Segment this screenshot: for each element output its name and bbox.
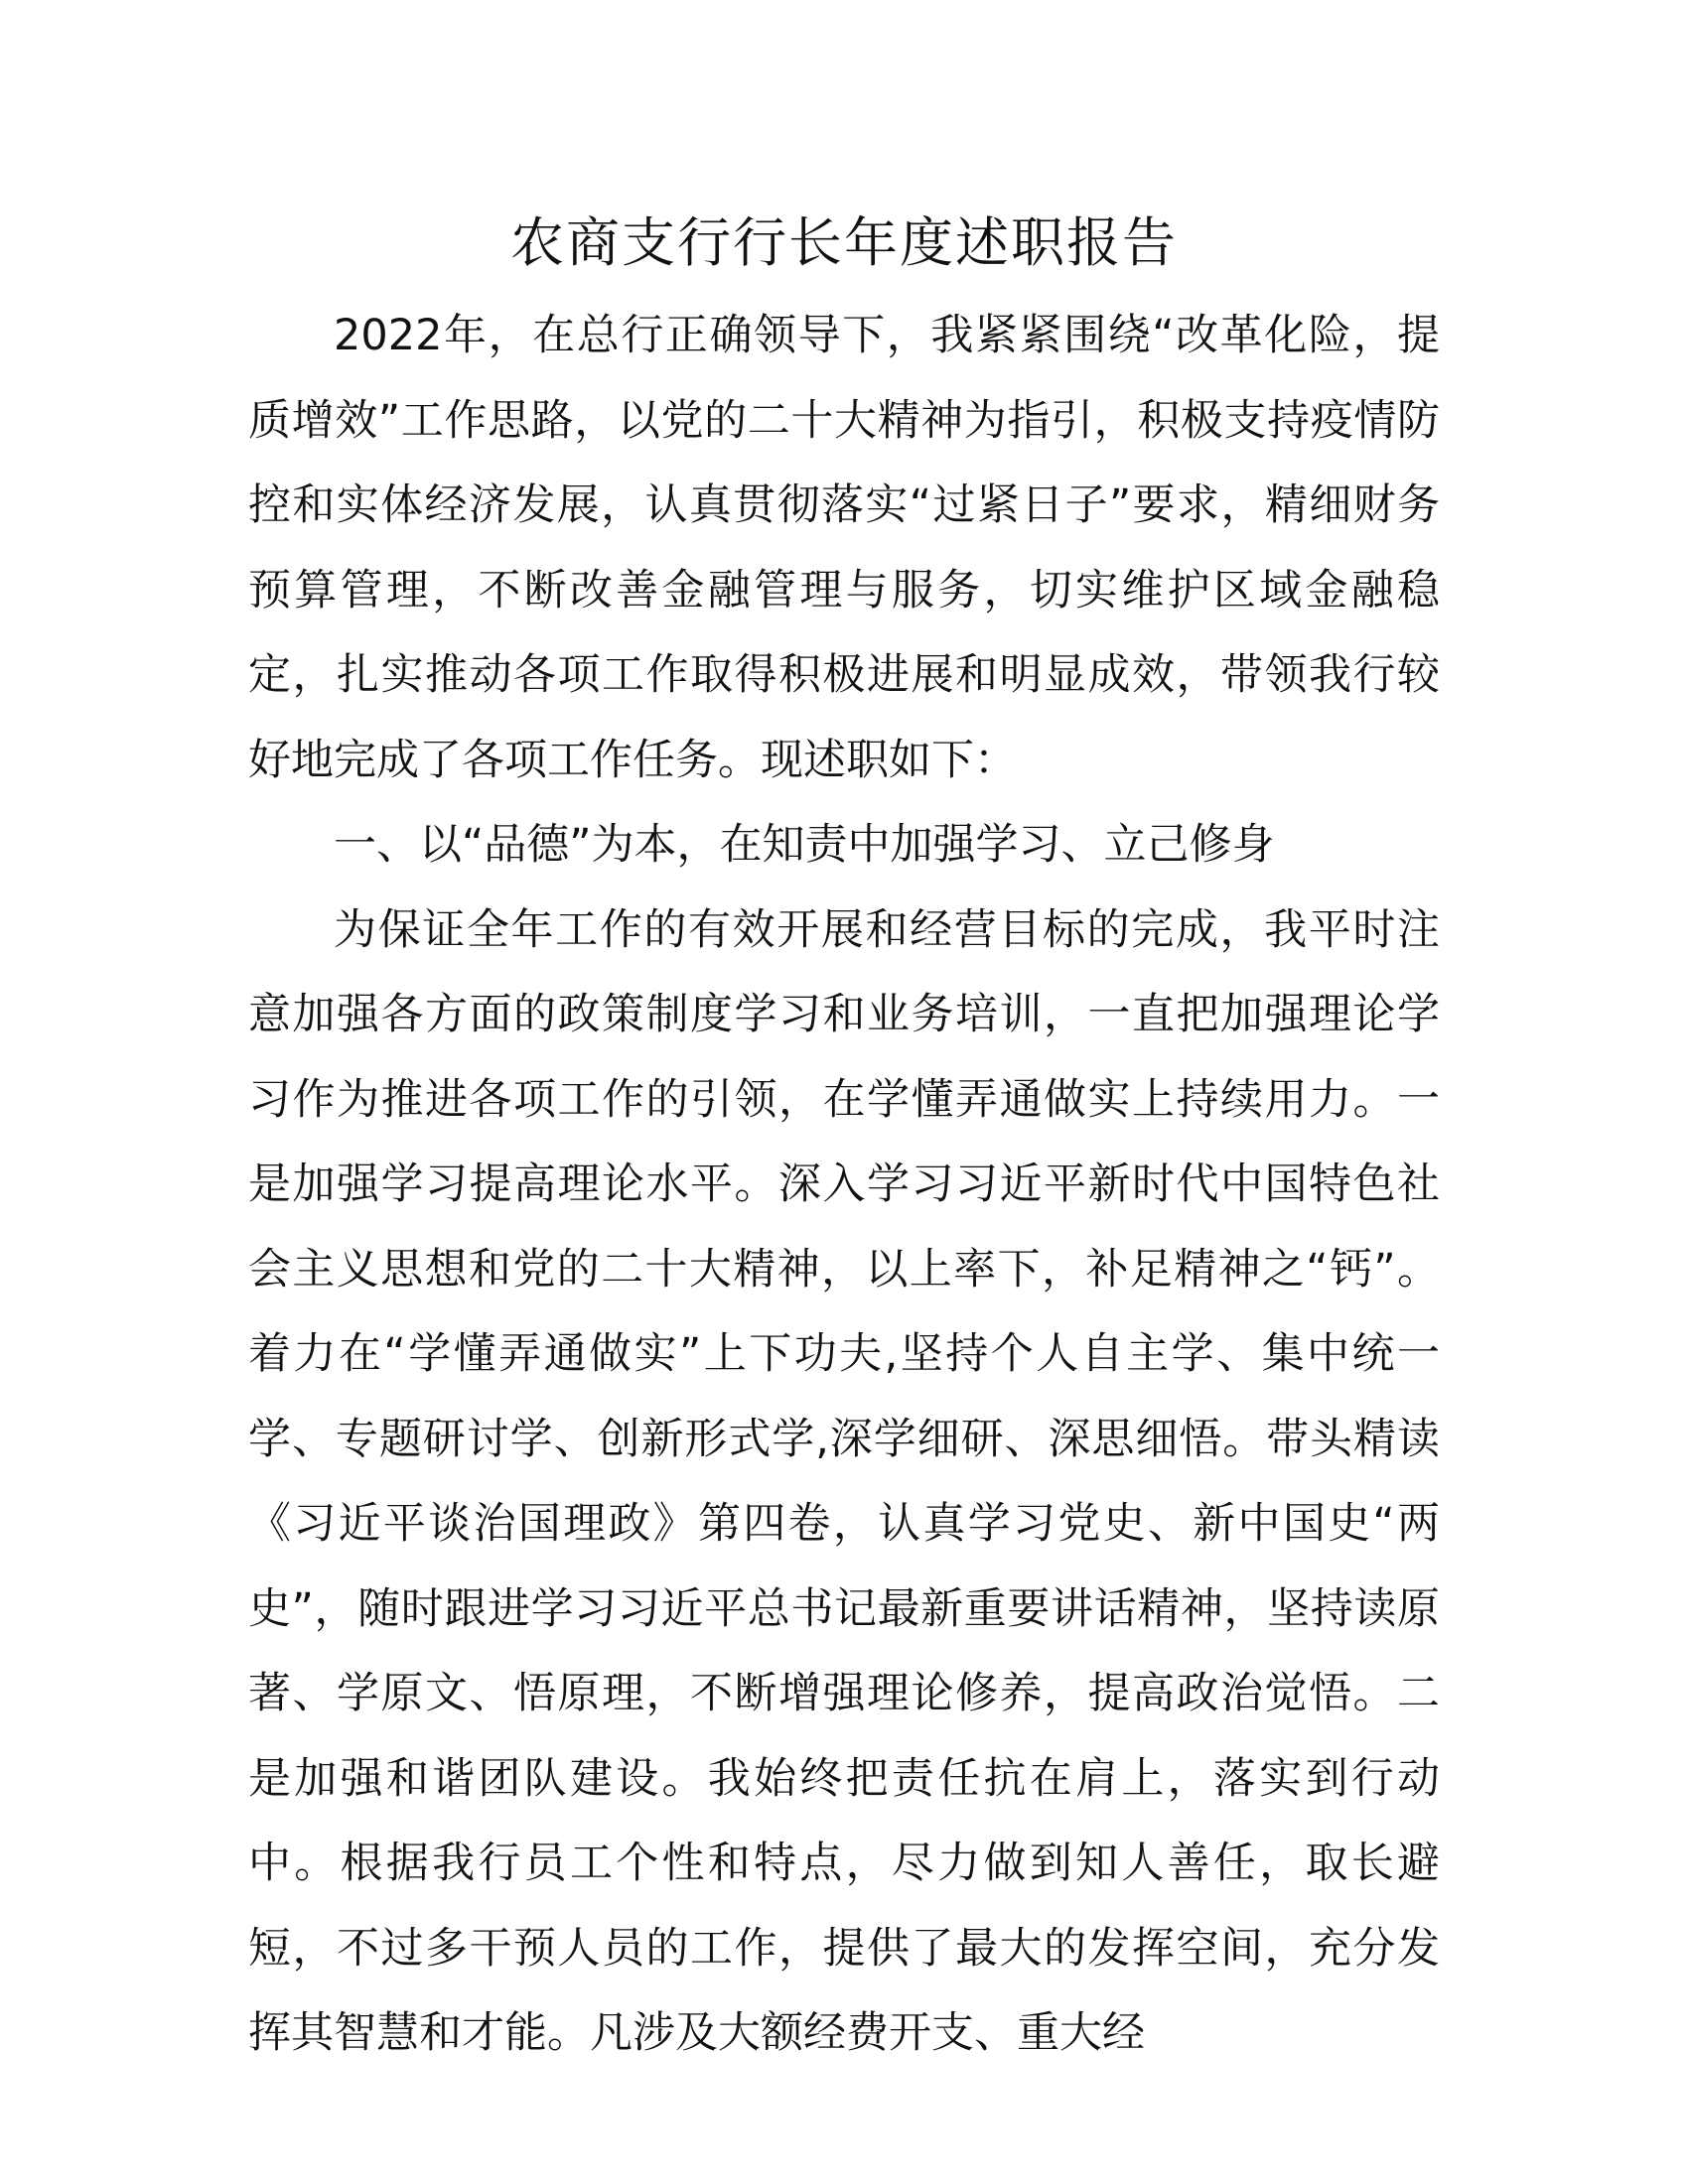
section-heading-1: 一、以“品德”为本，在知责中加强学习、立己修身	[334, 820, 1275, 870]
document-title: 农商支行行长年度述职报告	[510, 211, 1178, 274]
document-page	[248, 199, 1440, 2077]
section-1-paragraph: 为保证全年工作的有效开展和经营目标的完成，我平时注意加强各方面的政策制度学习和业务培训，一直把加强理论学习作为推进各项工作的引领，在学懂弄通做实上持续用力。一是加强学习提高理论水平。深入学习习近平新时代中国特色社会主义思想和党的二十大精神，以上率下，补足精神之“钙”。着力在“学懂弄通做实”上下功夫,坚持个人自主学、集中统一学、专题研讨学、创新形式学,深学细研、深思细悟。带头精读《习近平谈治国理政》第四卷，认真学习党史、新中国史“两史”，随时跟进学习习近平总书记最新重要讲话精神，坚持读原著、学原文、悟原理，不断增强理论修养，提高政治觉悟。二是加强和谐团队建设。我始终把责任抗在肩上，落实到行动中。根据我行员工个性和特点，尽力做到知人善任，取长避短，不过多干预人员的工作，提供了最大的发挥空间，充分发挥其智慧和才能。凡涉及大额经费开支、重大经	[248, 904, 1440, 2058]
intro-paragraph: 2022年，在总行正确领导下，我紧紧围绕“改革化险，提质增效”工作思路，以党的二十大精神为指引，积极支持疫情防控和实体经济发展，认真贯彻落实“过紧日子”要求，精细财务预算管理，不断改善金融管理与服务，切实维护区域金融稳定，扎实推动各项工作取得积极进展和明显成效，带领我行较好地完成了各项工作任务。现述职如下：	[248, 311, 1440, 785]
